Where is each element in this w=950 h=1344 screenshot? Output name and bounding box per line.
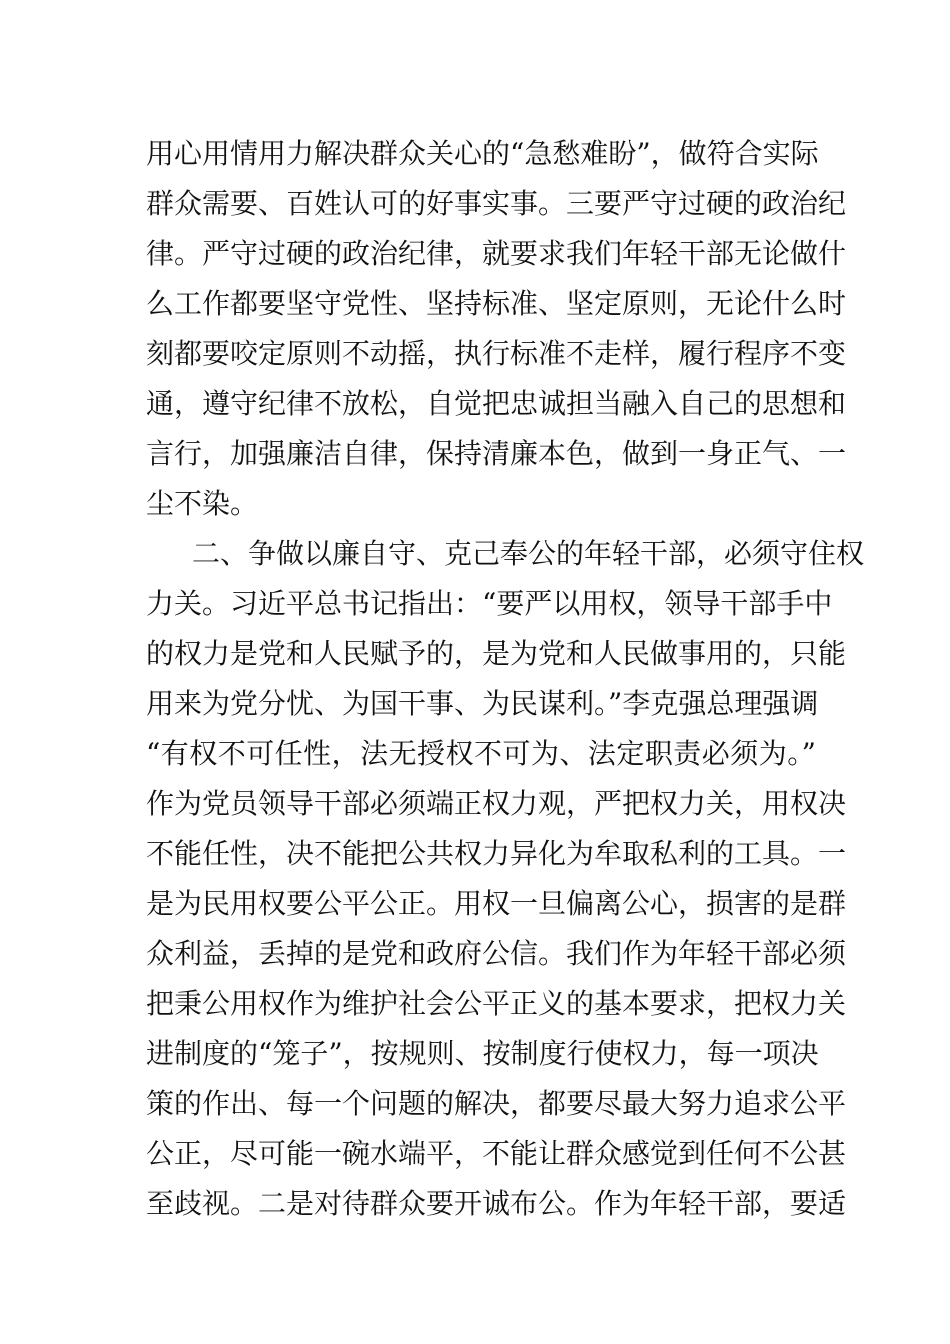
text-line: 刻都要咬定原则不动摇，执行标准不走样，履行程序不变	[146, 337, 847, 370]
text-line: 群众需要、百姓认可的好事实事。三要严守过硬的政治纪	[146, 187, 847, 220]
text-line: 公正，尽可能一碗水端平，不能让群众感觉到任何不公甚	[146, 1137, 847, 1170]
paragraph-start-line: 二、争做以廉自守、克己奉公的年轻干部，必须守住权	[192, 537, 865, 570]
text-line: 用来为党分忧、为国干事、为民谋利。”李克强总理强调	[146, 687, 819, 720]
text-line: 进制度的“笼子”，按规则、按制度行使权力，每一项决	[146, 1037, 819, 1070]
text-line: “有权不可任性，法无授权不可为、法定职责必须为。”	[146, 737, 816, 770]
text-line: 律。严守过硬的政治纪律，就要求我们年轻干部无论做什	[146, 237, 847, 270]
text-line: 策的作出、每一个问题的解决，都要尽最大努力追求公平	[146, 1087, 847, 1120]
text-line: 是为民用权要公平公正。用权一旦偏离公心，损害的是群	[146, 887, 847, 920]
text-line: 力关。习近平总书记指出：“要严以用权，领导干部手中	[146, 587, 833, 620]
text-line: 通，遵守纪律不放松，自觉把忠诚担当融入自己的思想和	[146, 387, 847, 420]
paragraph-end-line: 尘不染。	[146, 487, 259, 520]
text-line: 众利益，丢掉的是党和政府公信。我们作为年轻干部必须	[146, 937, 847, 970]
text-line: 用心用情用力解决群众关心的“急愁难盼”，做符合实际	[146, 137, 819, 170]
text-line: 作为党员领导干部必须端正权力观，严把权力关，用权决	[146, 787, 847, 820]
text-line: 至歧视。二是对待群众要开诚布公。作为年轻干部，要适	[146, 1187, 847, 1220]
text-line: 言行，加强廉洁自律，保持清廉本色，做到一身正气、一	[146, 437, 847, 470]
body-text	[146, 129, 865, 1229]
text-line: 么工作都要坚守党性、坚持标准、坚定原则，无论什么时	[146, 287, 847, 320]
text-line: 不能任性，决不能把公共权力异化为牟取私利的工具。一	[146, 837, 847, 870]
text-line: 把秉公用权作为维护社会公平正义的基本要求，把权力关	[146, 987, 847, 1020]
text-line: 的权力是党和人民赋予的，是为党和人民做事用的，只能	[146, 637, 847, 670]
